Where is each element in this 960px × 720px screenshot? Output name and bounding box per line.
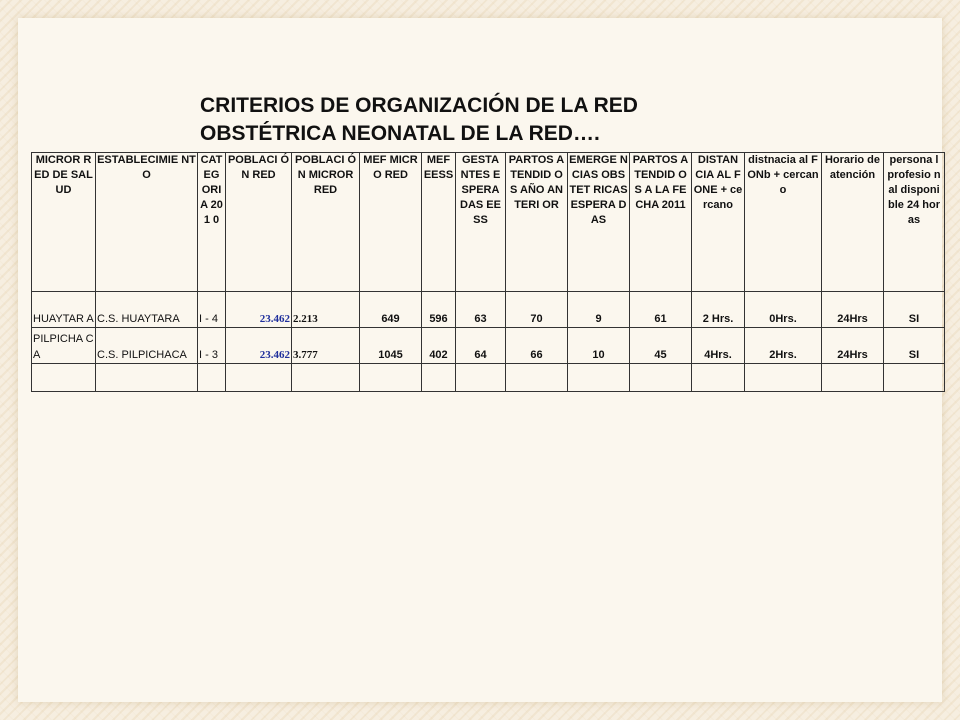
slide-title [200, 92, 800, 148]
empty-cell [822, 364, 884, 392]
cell-poblacion-microred: 2.213 [292, 292, 360, 328]
empty-cell [506, 364, 568, 392]
cell-partos-2011: 45 [630, 328, 692, 364]
cell-partos-2011: 61 [630, 292, 692, 328]
cell-personal: SI [884, 292, 945, 328]
empty-cell [292, 364, 360, 392]
cell-horario: 24Hrs [822, 328, 884, 364]
table-header-row [32, 153, 945, 292]
header-emergencias: EMERGE NCIAS OBSTET RICAS ESPERA DAS [568, 153, 630, 292]
cell-poblacion-microred: 3.777 [292, 328, 360, 364]
cell-personal: SI [884, 328, 945, 364]
cell-poblacion-red: 23.462 [226, 328, 292, 364]
cell-distancia-fonb: 0Hrs. [745, 292, 822, 328]
empty-cell [745, 364, 822, 392]
cell-microred: PILPICHA CA [32, 328, 96, 364]
table-row [32, 328, 945, 364]
empty-cell [226, 364, 292, 392]
header-mef-eess: MEF EESS [422, 153, 456, 292]
empty-cell [692, 364, 745, 392]
cell-gestantes: 63 [456, 292, 506, 328]
header-distancia-fonb: distnacia al FONb + cercano [745, 153, 822, 292]
cell-emergencias: 9 [568, 292, 630, 328]
empty-cell [884, 364, 945, 392]
table-row [32, 292, 945, 328]
header-gestantes: GESTA NTES ESPERA DAS EESS [456, 153, 506, 292]
cell-horario: 24Hrs [822, 292, 884, 328]
empty-cell [422, 364, 456, 392]
header-microred: MICROR RED DE SALUD [32, 153, 96, 292]
cell-poblacion-red: 23.462 [226, 292, 292, 328]
header-personal: persona l profesio nal disponi ble 24 horas [884, 153, 945, 292]
cell-partos-anterior: 66 [506, 328, 568, 364]
cell-gestantes: 64 [456, 328, 506, 364]
cell-distancia-fonb: 2Hrs. [745, 328, 822, 364]
header-poblacion-red: POBLACI ÓN RED [226, 153, 292, 292]
cell-microred: HUAYTAR A [32, 292, 96, 328]
cell-establecimiento: C.S. HUAYTARA [96, 292, 198, 328]
cell-mef-microred: 1045 [360, 328, 422, 364]
cell-distancia-fone: 4Hrs. [692, 328, 745, 364]
empty-cell [456, 364, 506, 392]
empty-cell [360, 364, 422, 392]
empty-cell [568, 364, 630, 392]
cell-establecimiento: C.S. PILPICHACA [96, 328, 198, 364]
empty-cell [32, 364, 96, 392]
cell-distancia-fone: 2 Hrs. [692, 292, 745, 328]
header-distancia-fone: DISTAN CIA AL FONE + cercano [692, 153, 745, 292]
empty-cell [198, 364, 226, 392]
cell-mef-microred: 649 [360, 292, 422, 328]
header-mef-microred: MEF MICRO RED [360, 153, 422, 292]
header-horario: Horario de atención [822, 153, 884, 292]
cell-categoria: I - 4 [198, 292, 226, 328]
cell-categoria: I - 3 [198, 328, 226, 364]
title-line-1: CRITERIOS DE ORGANIZACIÓN DE LA RED [200, 94, 638, 117]
criteria-table [31, 152, 945, 392]
header-partos-anterior: PARTOS ATENDID OS AÑO ANTERI OR [506, 153, 568, 292]
cell-mef-eess: 596 [422, 292, 456, 328]
cell-mef-eess: 402 [422, 328, 456, 364]
header-categoria: CAT EG ORI A 201 0 [198, 153, 226, 292]
empty-cell [96, 364, 198, 392]
header-poblacion-microred: POBLACI ÓN MICROR RED [292, 153, 360, 292]
cell-partos-anterior: 70 [506, 292, 568, 328]
table-row-empty [32, 364, 945, 392]
cell-emergencias: 10 [568, 328, 630, 364]
title-line-2: OBSTÉTRICA NEONATAL DE LA RED…. [200, 122, 600, 145]
header-partos-2011: PARTOS ATENDID OS A LA FECHA 2011 [630, 153, 692, 292]
empty-cell [630, 364, 692, 392]
header-establecimiento: ESTABLECIMIE NTO [96, 153, 198, 292]
